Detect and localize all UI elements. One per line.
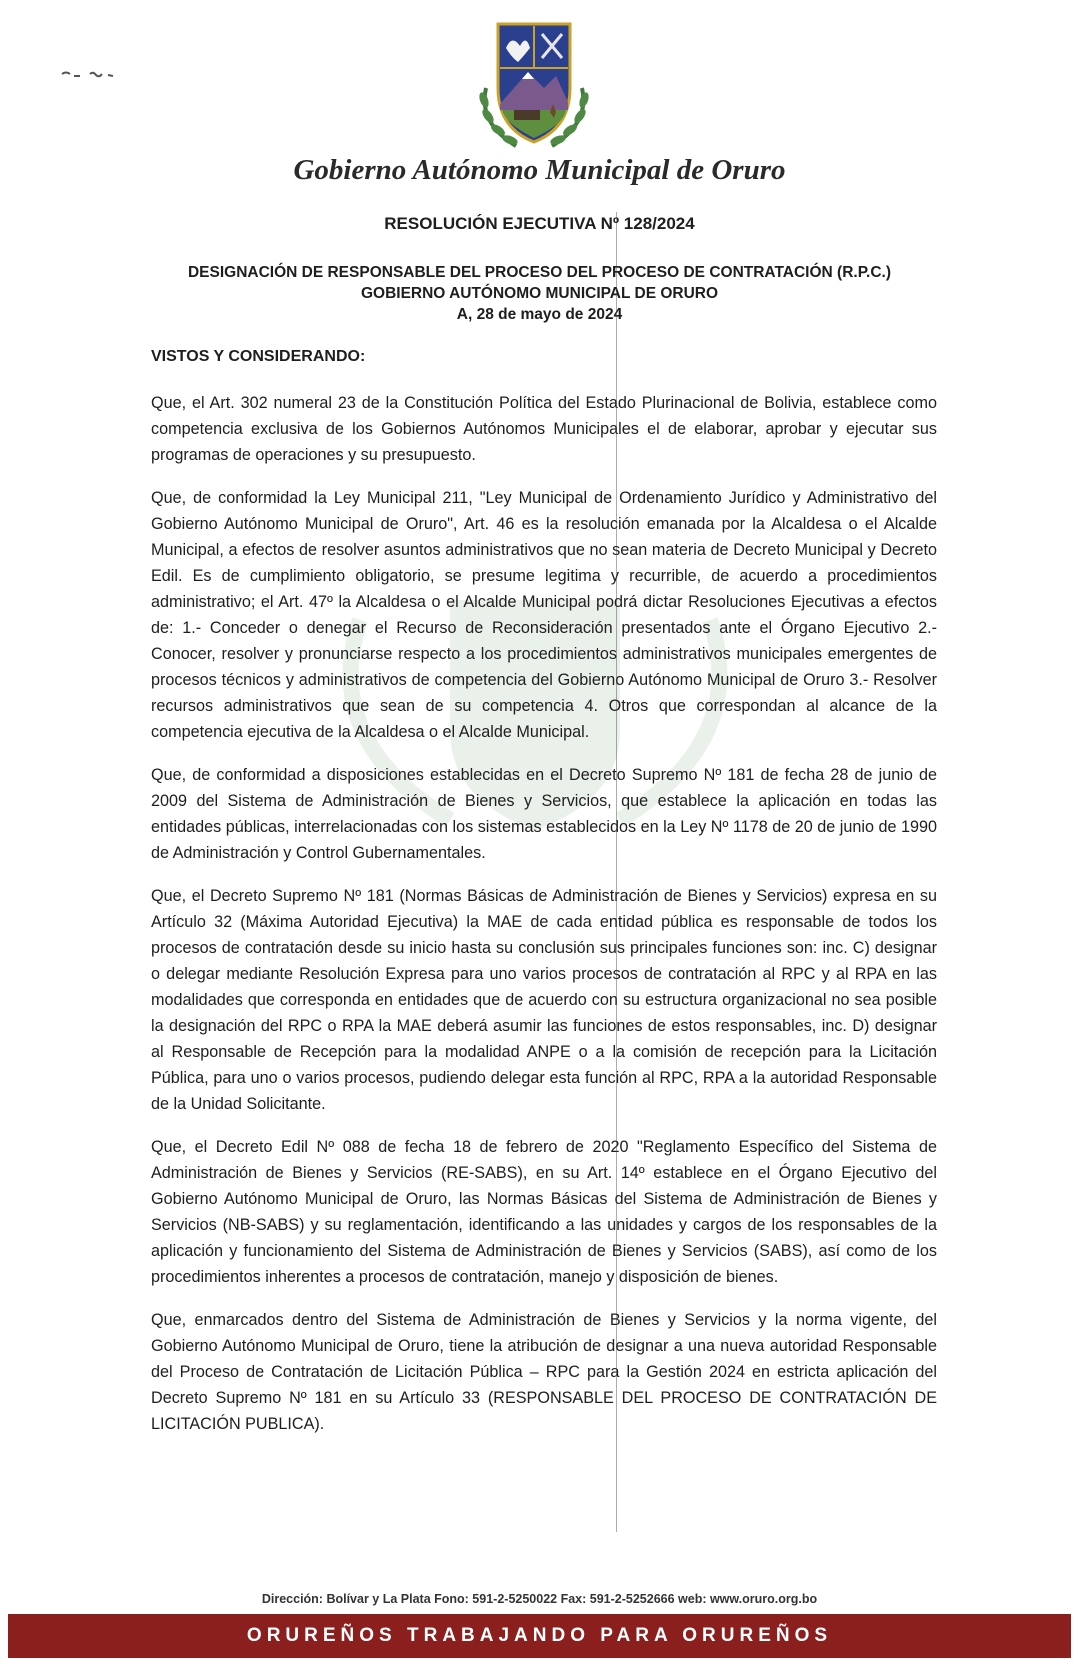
footer-slogan: ORUREÑOS TRABAJANDO PARA ORUREÑOS bbox=[246, 1625, 833, 1646]
date-line: A, 28 de mayo de 2024 bbox=[456, 306, 623, 323]
municipal-coat-of-arms-icon bbox=[468, 18, 600, 158]
scan-fold-line bbox=[616, 212, 617, 1532]
resolution-subtitle-block bbox=[0, 262, 1079, 325]
subtitle-line-1: DESIGNACIÓN DE RESPONSABLE DEL PROCESO DEL PROCESO DE CONTRATACIÓN (R.P.C.) bbox=[187, 264, 892, 281]
paragraph-6: Que, enmarcados dentro del Sistema de Administración de Bienes y Servicios y la norma vigente, del Gobierno Autónomo Municipal de Oruro, tiene la atribución de designar a una nueva autoridad Responsable del Proceso de Contratación de Licitación Pública – RPC para la Gestión 2024 en estricta aplicación del Decreto Supremo Nº 181 en su Artículo 33 (RESPONSABLE DEL PROCESO DE CONTRATACIÓN DE LICITACIÓN PUBLICA). bbox=[151, 1311, 937, 1433]
footer-bar bbox=[8, 1614, 1071, 1658]
subtitle-line-2: GOBIERNO AUTÓNOMO MUNICIPAL DE ORURO bbox=[360, 285, 719, 302]
scan-artifact-mark bbox=[60, 68, 130, 82]
paragraph-1: Que, el Art. 302 numeral 23 de la Constitución Política del Estado Plurinacional de Bolivia, establece como competencia exclusiva de los Gobiernos Autónomos Municipales el de elaborar, aprobar y ejecutar sus programas de operaciones y su presupuesto. bbox=[151, 394, 937, 464]
resolution-title: RESOLUCIÓN EJECUTIVA Nº 128/2024 bbox=[384, 214, 695, 233]
body-text bbox=[151, 390, 937, 1454]
org-name-heading: Gobierno Autónomo Municipal de Oruro bbox=[293, 154, 786, 186]
paragraph-4: Que, el Decreto Supremo Nº 181 (Normas Básicas de Administración de Bienes y Servicios) expresa en su Artículo 32 (Máxima Autoridad Ejecutiva) la MAE de cada entidad pública es responsable de todos los procesos de contratación desde su inicio hasta su conclusión sus principales funciones son: inc. C) designar o delegar mediante Resolución Expresa para uno varios procesos de contratación al RPC y al RPA en las modalidades que corresponda en entidades que de acuerdo con su estructura organizacional no sea posible la designación del RPC o RPA la MAE deberá asumir las funciones de estos responsables, inc. D) designar al Responsable de Recepción para la modalidad ANPE o a la comisión de recepción para la Licitación Pública, para uno o varios procesos, pudiendo delegar esta función al RPC, RPA a la autoridad Responsable de la Unidad Solicitante. bbox=[151, 887, 937, 1113]
paragraph-5: Que, el Decreto Edil Nº 088 de fecha 18 de febrero de 2020 "Reglamento Específico del Sistema de Administración de Bienes y Servicios (RE-SABS), en su Art. 14º establece en el Órgano Ejecutivo del Gobierno Autónomo Municipal de Oruro, las Normas Básicas del Sistema de Administración de Bienes y Servicios (NB-SABS) y su reglamentación, identificando a las unidades y cargos de los responsables de la aplicación y funcionamiento del Sistema de Administración de Bienes y Servicios (SABS), así como de los procedimientos inherentes a procesos de contratación, manejo y disposición de bienes. bbox=[151, 1138, 937, 1286]
paragraph-2: Que, de conformidad la Ley Municipal 211, "Ley Municipal de Ordenamiento Jurídico y Administrativo del Gobierno Autónomo Municipal de Oruro", Art. 46 es la resolución emanada por la Alcaldesa o el Alcalde Municipal, a efectos de resolver asuntos administrativos que no sean materia de Decreto Municipal y Decreto Edil. Es de cumplimiento obligatorio, se presume legitima y recurrible, de acuerdo a procedimientos administrativo; el Art. 47º la Alcaldesa o el Alcalde Municipal podrá dictar Resoluciones Ejecutivas a efectos de: 1.- Conceder o denegar el Recurso de Reconsideración presentados ante el Órgano Ejecutivo 2.- Conocer, resolver y pronunciarse respecto a los procedimientos administrativos municipales emergentes de procesos técnicos y administrativos de competencia del Gobierno Autónomo Municipal de Oruro 3.- Resolver recursos administrativos que sean de su competencia 4. Otros que correspondan al alcance de la competencia ejecutiva de la Alcaldesa o el Alcalde Municipal. bbox=[151, 489, 937, 741]
footer-address: Dirección: Bolívar y La Plata Fono: 591-2-5250022 Fax: 591-2-5252666 web: www.oruro.org.bo bbox=[261, 1592, 818, 1606]
paragraph-3: Que, de conformidad a disposiciones establecidas en el Decreto Supremo Nº 181 de fecha 28 de junio de 2009 del Sistema de Administración de Bienes y Servicios, que establece la aplicación en todas las entidades públicas, interrelacionadas con los sistemas establecidos en la Ley Nº 1178 de 20 de junio de 1990 de Administración y Control Gubernamentales. bbox=[151, 766, 937, 862]
section-heading: VISTOS Y CONSIDERANDO: bbox=[151, 348, 366, 365]
